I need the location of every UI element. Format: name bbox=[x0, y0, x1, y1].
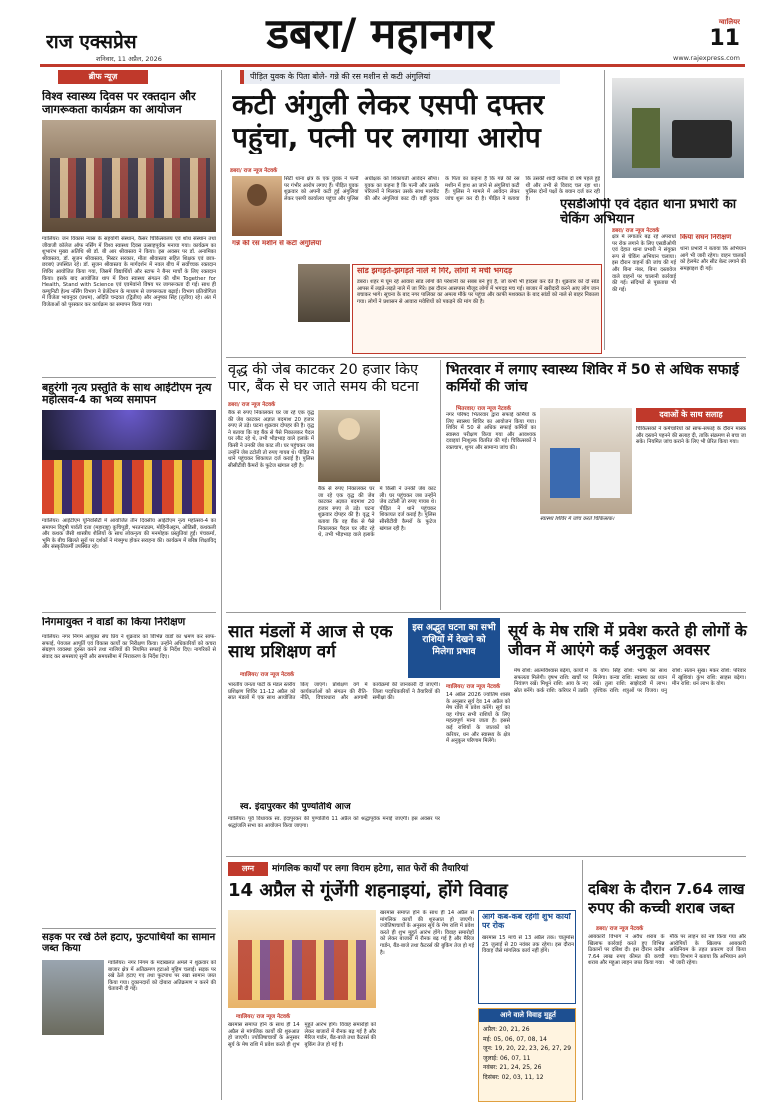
brief-2-photo bbox=[42, 410, 216, 514]
brief-label-text: ब्रीफ न्यूज़ bbox=[88, 72, 118, 81]
brief-3-headline: निगमायुक्त ने वार्डों का किया निरीक्षण bbox=[42, 617, 186, 628]
inset-body: डबरा। शहर में घूम रहे आवारा सांड लोगों की परेशानी का सबब बने हुए हैं, जो कभी भी हादसा कर देते हैं। शुक्रवार को दो सांड आपस में लड़ते-लड़ते नाले में जा गिरे। इस दौरान आसपास मौजूद लोगों में भगदड़ मच गई। बाजार में खरीदारी करने आए लोग जान बचाकर भागे। सूचना के बाद नगर पालिका का अमला मौके पर पहुंचा और काफी मशक्कत के बाद सांडों को नाले से बाहर निकाला गया। लोगों ने प्रशासन से आवारा मवेशियों को पकड़ने की मांग की है। bbox=[357, 279, 599, 305]
date-row: मई: 05, 06, 07, 08, 14 bbox=[483, 1035, 547, 1043]
pickpocket-photo bbox=[318, 410, 380, 482]
health-byline: भितरवार/ राज न्यूज नेटवर्क bbox=[456, 406, 511, 412]
pickpocket-body: बैंक से रुपए निकालकर घर जा रहे एक वृद्ध की जेब काटकर अज्ञात बदमाश 20 हजार रुपए ले उड़े। घटना शुक्रवार दोपहर की है। वृद्ध ने बताया कि वह बैंक से पैसे निकालकर पैदल घर लौट रहे थे, तभी भीड़भाड़ वाले इलाके में किसी ने उनकी जेब काट ली। घर पहुंचकर जब उन्होंने जेब टटोली तो रुपए गायब थे। पीड़ित ने थाने पहुंचकर शिकायत दर्ज कराई है। पुलिस सीसीटीवी कैमरों के फुटेज खंगाल रही है। bbox=[228, 410, 314, 469]
brief-3-text: ग्वालियर। नगर निगम आयुक्त संघ प्रिय ने शुक्रवार को विभिन्न वार्डों का भ्रमण कर साफ-सफाई, पेयजल आपूर्ति एवं विकास कार्यों का निरीक्षण किया। उन्होंने अधिकारियों को कचरा संग्रहण व्यवस्था दुरुस्त करने तथा नालियों की नियमित सफाई के निर्देश दिए। नागरिकों से संवाद कर समस्याएं सुनीं और समयसीमा में निराकरण के निर्देश दिए। bbox=[42, 634, 216, 660]
training-headline: सात मंडलों में आज से एक साथ प्रशिक्षण वर्ग bbox=[228, 622, 393, 662]
checking-body-2: थाना प्रभारी ने बताया कि अभियान आगे भी जारी रहेगा। वाहन चालकों को हेलमेट और सीट बेल्ट लगाने की समझाइश दी गई। bbox=[680, 246, 746, 272]
brief-4-text: ग्वालियर। नगर निगम के मदाखलत अमले ने शुक्रवार को बाजार क्षेत्र में अतिक्रमण हटाओ मुहिम चलाई। सड़क पर रखे ठेले हटाए गए तथा फुटपाथ पर रखा सामान जब्त किया गया। दुकानदारों को दोबारा अतिक्रमण न करने की चेतावनी दी गई। bbox=[108, 960, 216, 993]
lead-kicker bbox=[240, 70, 560, 84]
sidebar-head bbox=[636, 408, 746, 422]
dates-list bbox=[483, 1025, 573, 1101]
liquor-headline: दबिश के दौरान 7.64 लाख रुपए की कच्ची शराब जब्त bbox=[588, 880, 745, 917]
astro-body: 14 अप्रैल 2026 ज्योतिष शास्त्र के अनुसार सूर्य देव 14 अप्रैल को मेष राशि में प्रवेश करेंगे। सूर्य का यह गोचर सभी राशियों के लिए महत्वपूर्ण माना जाता है। इससे कई राशियों के जातकों को करियर, धन और स्वास्थ्य के क्षेत्र में अनुकूल परिणाम मिलेंगे। bbox=[446, 692, 510, 745]
brief-label bbox=[58, 70, 148, 84]
astro-signs: मेष राशि: आत्मविश्वास बढ़ेगा, कार्यों में सफलता मिलेगी। वृषभ राशि: खर्चों पर नियंत्रण रखें। मिथुन राशि: आय के नए स्रोत बनेंगे। कर्क राशि: करियर में उन्नति के योग। सिंह राशि: भाग्य का साथ मिलेगा। कन्या राशि: स्वास्थ्य का ध्यान रखें। तुला राशि: साझेदारी में लाभ। वृश्चिक राशि: शत्रुओं पर विजय। धनु राशि: संतान सुख। मकर राशि: परिवार में खुशियां। कुंभ राशि: साहस बढ़ेगा। मीन राशि: धन लाभ के योग। bbox=[514, 668, 746, 694]
divider bbox=[42, 928, 216, 929]
training-callout bbox=[408, 618, 500, 678]
dates-title bbox=[479, 1009, 576, 1022]
brief-1-photo bbox=[42, 120, 216, 232]
date-row: दिसंबर: 02, 03, 11, 12 bbox=[483, 1073, 544, 1081]
column-rule bbox=[440, 360, 441, 610]
lead-inset bbox=[352, 264, 602, 354]
health-body: नगर परिषद भितरवार द्वारा सफाई कर्मियों के लिए स्वास्थ्य शिविर का आयोजन किया गया। शिविर में 50 से अधिक सफाई कर्मियों का स्वास्थ्य परीक्षण किया गया और आवश्यक दवाइयां निःशुल्क वितरित की गईं। चिकित्सकों ने रक्तचाप, शुगर और सामान्य जांच की। bbox=[446, 412, 536, 451]
lead-photo bbox=[232, 176, 282, 236]
wedding-headline: 14 अप्रैल से गूंजेंगी शहनाइयां, होंगे विवाह bbox=[228, 880, 508, 901]
lead-headline: कटी अंगुली लेकर एसपी दफ्तर पहुंचा, पत्नी पर लगाया आरोप bbox=[232, 88, 545, 154]
section-title: डबरा/ महानगर bbox=[266, 10, 494, 58]
anniv-body: ग्वालियर। पूर्व विधायक स्व. इंदापुरकर की पुण्यतिथि 11 अप्रैल को श्रद्धापूर्वक मनाई जाएगी। इस अवसर पर श्रद्धांजलि सभा का आयोजन किया जाएगा। bbox=[228, 816, 440, 829]
health-headline: भितरवार में लगाए स्वास्थ्य शिविर में 50 से अधिक सफाई कर्मियों की जांच bbox=[446, 362, 739, 395]
wedding-kicker: मांगलिक कार्यों पर लगा विराम हटेगा, सात फेरों की तैयारियां bbox=[272, 864, 469, 874]
astro-byline: ग्वालियर/ राज न्यूज नेटवर्क bbox=[446, 684, 501, 690]
page-number: 11 bbox=[709, 26, 740, 51]
health-photo bbox=[540, 408, 632, 514]
training-body: भारतीय जनता पार्टी के मंडल स्तरीय प्रशिक्षण शिविर 11-12 अप्रैल को सात मंडलों में एक साथ आयोजित किए जाएंगे। प्रशिक्षण वर्ग में कार्यकर्ताओं को संगठन की रीति-नीति, विचारधारा और आगामी कार्यक्रमों की जानकारी दी जाएगी। जिला पदाधिकारियों ने तैयारियों की समीक्षा की। bbox=[228, 682, 440, 702]
date-row: अप्रैल: 20, 21, 26 bbox=[483, 1026, 530, 1033]
lead-kicker-text: पीड़ित युवक के पिता बोले- गन्ने की रस मशीन से कटी अंगुलियां bbox=[250, 72, 431, 81]
paper-name: राज एक्सप्रेस bbox=[46, 31, 137, 53]
masthead bbox=[0, 0, 778, 68]
brief-1-text: ग्वालियर। जन विकास न्यास के सहयोगी संस्थान, कैंसर चिकित्सालय एवं शोध संस्थान तथा जीवाजी कॉलेज ऑफ नर्सिंग में विश्व स्वास्थ्य दिवस उत्साहपूर्वक मनाया गया। कार्यक्रम का शुभारंभ मुख्य अतिथि श्री डॉ. बी आर श्रीवास्तव ने किया। इस अवसर पर डॉ. अनामिका श्रीवास्तव, डॉ. सुजन श्रीवास्तव, मिस्टर सरकार, मीता श्रीवास्तव सहित शिक्षक एवं छात्र-छात्राएं उपस्थित रहे। डॉ. सुजन श्रीवास्तव के मार्गदर्शन में नवल बीच में सर्वोच्चक रक्तदान शिविर आयोजित किया गया, जिसमें विद्यार्थियों और स्टाफ ने बैनर मार्चों के लिए रक्तदान किया। इसके बाद आयोजित थाप में विश्व स्वास्थ्य संगठन की थीम Together for Health, Stand with Science एवं एवमेवांनो विषय पर जागरूकता दी गई। साथ ही कम्युनिटी हेल्थ नर्सिंग विभाग ने प्रेजेंटेशन के माध्यम से जागरूकता बढ़ाई। विभाग प्रतियोगिता में विजेता भावनुदर (प्रथम), अदिति चन्द्रवत (द्वितीय) और अनुष्का सिंह (तृतीय) रहे। अंत में विजेताओं को पुरस्कार कर कार्यक्रम का समापन किया गया। bbox=[42, 236, 216, 308]
checking-subhead: किया सघन निरीक्षण bbox=[680, 234, 732, 241]
date-row: नवंबर: 21, 24, 25, 26 bbox=[483, 1064, 542, 1071]
pickpocket-body-cont bbox=[318, 486, 436, 610]
wedding-body-cont bbox=[380, 910, 474, 1100]
wedding-box bbox=[478, 910, 576, 1004]
wedding-dates-box bbox=[478, 1008, 576, 1102]
wedding-body: खरमास समाप्त होने के साथ ही 14 अप्रैल से मांगलिक कार्यों की शुरुआत हो जाएगी। ज्योतिषाचार्यों के अनुसार सूर्य के मेष राशि में प्रवेश करते ही शुभ मुहूर्त आरंभ होंगे। विवाह समारोहों को लेकर बाजारों में रौनक बढ़ गई है और मैरिज गार्डन, बैंड-बाजे तथा कैटरर्स की बुकिंग तेज हो गई है। bbox=[228, 1022, 376, 1048]
box-headline: आगे कब-कब रहेंगी शुभ कार्यों पर रोक bbox=[482, 913, 571, 930]
pickpocket-body-cont-text: बैंक से रुपए निकालकर घर जा रहे एक वृद्ध की जेब काटकर अज्ञात बदमाश 20 हजार रुपए ले उड़े। घटना शुक्रवार दोपहर की है। वृद्ध ने बताया कि वह बैंक से पैसे निकालकर पैदल घर लौट रहे थे, तभी भीड़भाड़ वाले इलाके में किसी ने उनकी जेब काट ली। घर पहुंचकर जब उन्होंने जेब टटोली तो रुपए गायब थे। पीड़ित ने थाने पहुंचकर शिकायत दर्ज कराई है। पुलिस सीसीटीवी कैमरों के फुटेज खंगाल रही है। bbox=[318, 486, 436, 539]
divider bbox=[42, 377, 216, 378]
liquor-byline: डबरा/ राज न्यूज नेटवर्क bbox=[596, 926, 644, 932]
date-row: जून: 19, 20, 22, 23, 26, 27, 29 bbox=[483, 1045, 572, 1052]
checking-body: क्षेत्र में लगातार बढ़ रहे अपराधों पर रोक लगाने के लिए एसडीओपी एवं देहात थाना प्रभारी ने संयुक्त रूप से चेकिंग अभियान चलाया। इस दौरान वाहनों की जांच की गई और बिना नंबर, बिना दस्तावेज वाले वाहनों पर चालानी कार्रवाई की गई। संदिग्धों से पूछताछ भी की गई। bbox=[612, 234, 676, 293]
checking-byline: डबरा/ राज न्यूज नेटवर्क bbox=[612, 228, 660, 234]
inset-photo bbox=[298, 264, 350, 322]
liquor-body: आबकारी विभाग ने अवैध शराब के खिलाफ कार्रवाई करते हुए विभिन्न ठिकानों पर दबिश दी। इस दौरान करीब 7.64 लाख रुपए कीमत की कच्ची शराब और महुआ लाहन जब्त किया गया। मौके पर लाहन को नष्ट किया गया और आरोपियों के खिलाफ आबकारी अधिनियम के तहत प्रकरण दर्ज किया गया। विभाग ने बताया कि अभियान आगे भी जारी रहेगा। bbox=[588, 934, 746, 967]
health-sidebar bbox=[636, 408, 746, 608]
checking-photo bbox=[612, 78, 744, 178]
brief-2-headline: बहुरंगी नृत्य प्रस्तुति के साथ आईटीएम नृत्य महोत्सव-4 का भव्य समापन bbox=[42, 382, 212, 407]
issue-date: शनिवार, 11 अप्रैल, 2026 bbox=[96, 55, 162, 63]
anniv-headline: स्व. इंदापुरकर की पुण्यतिथि आज bbox=[240, 802, 351, 812]
lead-subhead: गन्ने की रस मशीन से कटी अंगुलियां bbox=[232, 240, 322, 247]
column-rule bbox=[221, 70, 222, 1100]
wedding-body-cont-text: खरमास समाप्त होने के साथ ही 14 अप्रैल से मांगलिक कार्यों की शुरुआत हो जाएगी। ज्योतिषाचार्यों के अनुसार सूर्य के मेष राशि में प्रवेश करते ही शुभ मुहूर्त आरंभ होंगे। विवाह समारोहों को लेकर बाजारों में रौनक बढ़ गई है और मैरिज गार्डन, बैंड-बाजे तथा कैटरर्स की बुकिंग तेज हो गई है। bbox=[380, 910, 474, 956]
wedding-byline: ग्वालियर/ राज न्यूज नेटवर्क bbox=[236, 1014, 291, 1020]
column-rule bbox=[582, 860, 583, 1100]
divider bbox=[226, 612, 746, 613]
pickpocket-byline: डबरा/ राज न्यूज नेटवर्क bbox=[228, 402, 276, 408]
divider bbox=[226, 357, 746, 358]
masthead-rule bbox=[40, 64, 745, 67]
brief-4-headline: सड़क पर रखे ठेले हटाए, फुटपाथियों का सामान जब्त किया bbox=[42, 932, 216, 955]
wedding-tag-text: लग्न bbox=[241, 864, 255, 873]
divider bbox=[226, 856, 746, 857]
dates-title-text: आने वाले विवाह मुहूर्त bbox=[500, 1011, 556, 1019]
sidebar-head-text: दवाओं के साथ सलाह bbox=[659, 410, 723, 419]
astro-headline: सूर्य के मेष राशि में प्रवेश करते ही लोगों के जीवन में आएंगे कई अनुकूल अवसर bbox=[508, 622, 747, 659]
pickpocket-headline: वृद्ध की जेब काटकर 20 हजार किए पार, बैंक से घर जाते समय की घटना bbox=[228, 362, 419, 395]
divider bbox=[42, 612, 216, 613]
training-byline: ग्वालियर/ राज न्यूज नेटवर्क bbox=[240, 672, 295, 678]
lead-byline: डबरा/ राज न्यूज नेटवर्क bbox=[230, 168, 278, 174]
date-row: जुलाई: 06, 07, 11 bbox=[483, 1054, 531, 1062]
lead-body: सिटी थाना क्षेत्र के एक युवक ने पत्नी पर गंभीर आरोप लगाए हैं। पीड़ित युवक शुक्रवार को अपनी कटी हुई अंगुलियां लेकर एसपी कार्यालय पहुंचा और पुलिस अधीक्षक को शिकायती आवेदन सौंपा। युवक का कहना है कि पत्नी और उसके परिजनों ने मिलकर उसके साथ मारपीट की और अंगुलियां काट दीं। वहीं युवक के पिता का कहना है कि गन्ने की रस मशीन में हाथ आ जाने से अंगुलियां कटी हैं। पुलिस ने मामले में आवेदन लेकर जांच शुरू कर दी है। पीड़ित ने बताया कि उसकी शादी करीब दो वर्ष पहले हुई थी और तभी से विवाद चल रहा था। पुलिस दोनों पक्षों के बयान दर्ज कर रही है। bbox=[284, 176, 600, 202]
wedding-photo bbox=[228, 910, 376, 1008]
wedding-tag bbox=[228, 862, 268, 876]
box-body: खरमास 15 मार्च से 13 अप्रैल तक। चातुर्मास 25 जुलाई से 20 नवंबर तक रहेगा। इस दौरान विवाह जैसे मांगलिक कार्य नहीं होंगे। bbox=[482, 935, 574, 955]
website: www.rajexpress.com bbox=[673, 54, 740, 62]
brief-4-photo bbox=[42, 960, 104, 1035]
callout-text: इस अद्भुत घटना का सभी राशियों में देखने को मिलेगा प्रभाव bbox=[412, 623, 496, 657]
brief-1-headline: विश्व स्वास्थ्य दिवस पर रक्तदान और जागरूकता कार्यक्रम का आयोजन bbox=[42, 90, 196, 116]
brief-2-text: ग्वालियर। आईटीएम यूनिवर्सिटी में आयोजित तीन दिवसीय आईटीएम नृत्य महोत्सव-4 का समापन विदुषी पार्वती दत्ता (महाराष्ट्र) कुचिपुड़ी, भरतनाट्यम, मोहिनीअट्टम, ओडिसी, कथकली और कथक जैसी शास्त्रीय शैलियों के साथ लोकनृत्य की मनमोहक प्रस्तुतियां हुईं। पंचकर्मा, भूमि के बीच खिलते सुरों पर दर्शकों ने मंत्रमुग्ध होकर सराहना की। कार्यक्रम में बरिष्ठ शिक्षाविद् और संस्कृतिकर्मी उपस्थित रहे। bbox=[42, 518, 216, 551]
inset-headline: सांड झगड़ते-झगड़ते नाले में गिरे, लोगों में मची भगदड़ bbox=[357, 267, 513, 275]
health-caption: स्वास्थ्य शिविर में जांच करते चिकित्सक। bbox=[540, 516, 615, 522]
sidebar-body: चिकित्सकों ने कर्मचारियों को साफ-सफाई के दौरान मास्क और दस्ताने पहनने की सलाह दी, ताकि संक्रमण से बचा जा सके। नियमित जांच कराने के लिए भी प्रेरित किया गया। bbox=[636, 426, 746, 446]
city-name: ग्वालियर bbox=[718, 18, 740, 26]
checking-headline: एसडीओपी एवं देहात थाना प्रभारी का चेकिंग अभियान bbox=[560, 198, 737, 227]
